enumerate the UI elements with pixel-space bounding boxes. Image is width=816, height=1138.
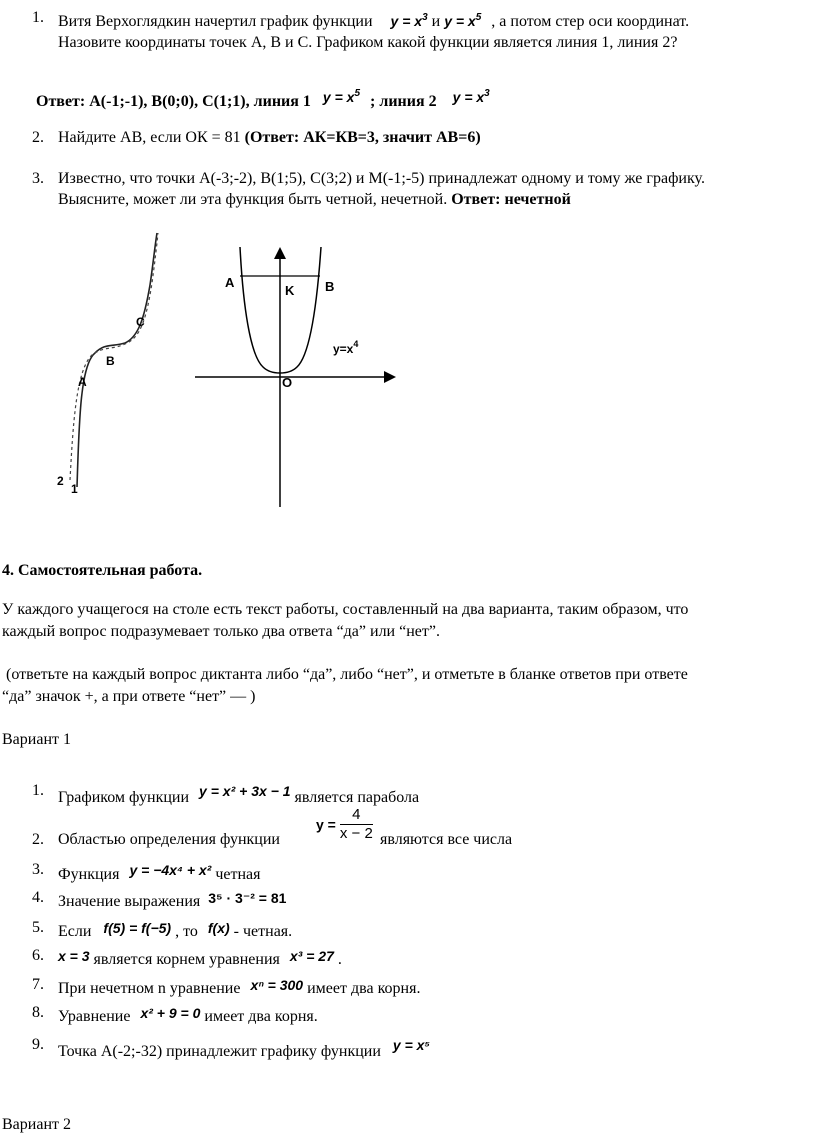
section-para2-line1: (ответьте на каждый вопрос диктанта либо “да”, либо “нет”, и отметьте в бланке ответов при ответе (6, 666, 688, 683)
section-heading: 4. Самостоятельная работа. (2, 562, 203, 579)
formula-line1: $y = x^5$ (322, 88, 361, 105)
item-number: 1. (32, 9, 44, 26)
task1-and: и (431, 13, 441, 30)
item-number: 6. (32, 947, 44, 964)
item-number: 4. (32, 889, 44, 906)
formula-fraction: y = $\frac{4}{x - 2}$ (316, 806, 373, 842)
point-b-label: B (325, 279, 335, 294)
formula: x = 3 (58, 948, 90, 964)
task2-answer: (Ответ: АК=КВ=3, значит АВ=6) (244, 129, 481, 146)
section-para1-line2: каждый вопрос подразумевает только два ответа “да” или “нет”. (2, 623, 440, 640)
item-number: 5. (32, 919, 44, 936)
formula-x3: $y = x^3$ (390, 12, 428, 29)
item-number: 7. (32, 976, 44, 993)
task3-line1: Известно, что точки А(-3;-2), В(1;5), С(3;2) и М(-1;-5) принадлежат одному и тому же графику. (58, 170, 705, 187)
section-para2-line2: “да” значок +, а при ответе “нет” — ) (2, 688, 256, 705)
answer1 (36, 84, 490, 112)
formula: x² + 9 = 0 (140, 1005, 201, 1021)
variant-2-heading: Вариант 2 (2, 1116, 71, 1133)
item-number: 2. (32, 831, 44, 848)
task3-line2-row (58, 190, 571, 210)
line-2-label: 2 (57, 474, 64, 488)
formula: y = x⁵ (392, 1037, 431, 1053)
point-c-label: C (136, 315, 145, 329)
question-2-after: являются все числа (380, 831, 513, 848)
formula: y = x² + 3x − 1 (199, 783, 291, 799)
point-a-label: A (225, 275, 235, 290)
line-1-label: 1 (71, 482, 78, 496)
formula: f(x) (207, 920, 230, 936)
section-para1-line1: У каждого учащегося на столе есть текст работы, составленный на два варианта, таким образом, что (2, 601, 689, 618)
formula: xⁿ = 300 (250, 977, 304, 993)
task1-text-a: Витя Верхоглядкин начертил график функции (58, 13, 373, 30)
function-label: $y=x^4$ (333, 339, 359, 356)
origin-label: O (282, 375, 293, 390)
item-number: 3. (32, 861, 44, 878)
answer1-text-a: Ответ: А(-1;-1), В(0;0), С(1;1), линия 1 (36, 93, 311, 110)
task2-text: Найдите АВ, если ОК = 81 (58, 129, 241, 146)
task1-line2: Назовите координаты точек А, В и С. Графиком какой функции является линия 1, линия 2? (58, 34, 678, 51)
formula-line2: $y = x^3$ (452, 88, 490, 105)
formula: y = −4x⁴ + x² (129, 862, 212, 878)
task3-line2: Выясните, может ли эта функция быть четной, нечетной. (58, 191, 448, 208)
point-a-label: A (78, 375, 87, 389)
answer1-text-b: ; линия 2 (370, 93, 437, 110)
item-number: 2. (32, 129, 44, 146)
item-number: 8. (32, 1004, 44, 1021)
graph-y-x4 (195, 245, 400, 510)
point-b-label: B (106, 354, 115, 368)
point-k-label: K (285, 283, 295, 298)
item-number: 1. (32, 782, 44, 799)
item-number: 3. (32, 170, 44, 187)
item-number: 9. (32, 1036, 44, 1053)
formula: f(5) = f(−5) (103, 920, 172, 936)
formula: 3⁵ · 3⁻² = 81 (208, 890, 287, 906)
variant-1-heading: Вариант 1 (2, 731, 71, 748)
task1-text-b: , а потом стер оси координат. (491, 13, 690, 30)
graph-curves-without-axes (40, 225, 180, 500)
formula: x³ = 27 (289, 948, 334, 964)
formula-x5: $y = x^5$ (444, 12, 482, 29)
task3-answer: Ответ: нечетной (451, 191, 571, 208)
line-1-curve (77, 233, 157, 487)
